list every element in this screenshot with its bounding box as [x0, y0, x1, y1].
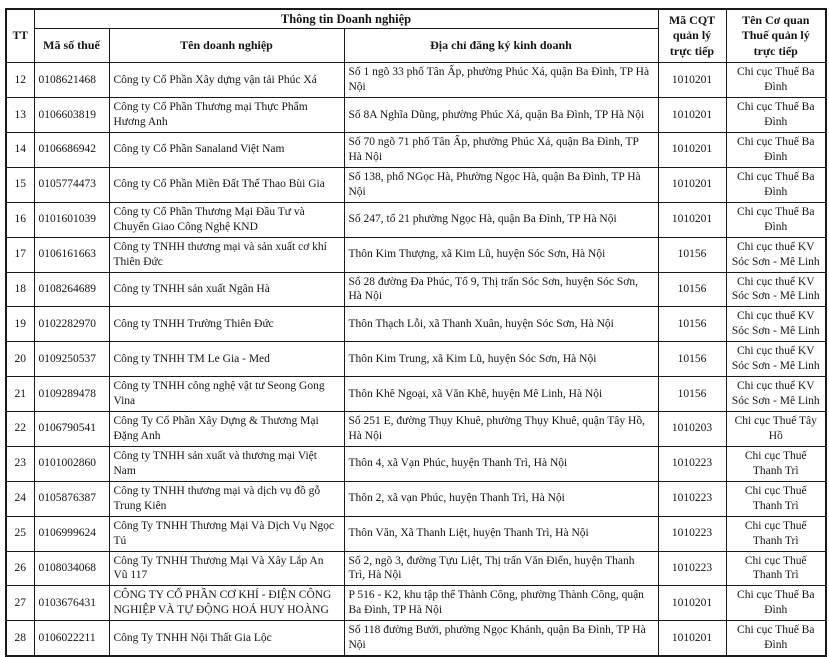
table-row	[6, 98, 826, 133]
address-cell: Thôn Kim Trung, xã Kim Lũ, huyện Sóc Sơn, Hà Nội	[344, 342, 658, 377]
table-row	[6, 237, 826, 272]
tax-office-name-cell: Chi cục thuế KV Sóc Sơn - Mê Linh	[726, 342, 826, 377]
tax-code-cell: 0106603819	[34, 98, 109, 133]
tax-code-cell: 0106999624	[34, 516, 109, 551]
tax-office-code-cell: 1010201	[658, 98, 726, 133]
tax-office-name-cell: Chi cục Thuế Ba Đình	[726, 167, 826, 202]
tax-code-cell: 0103676431	[34, 586, 109, 621]
address-cell: Thôn 4, xã Vạn Phúc, huyện Thanh Trì, Hà Nội	[344, 446, 658, 481]
header-tax-office-name: Tên Cơ quan Thuế quản lý trực tiếp	[726, 9, 826, 63]
address-cell: Số 70 ngõ 71 phố Tân Ấp, phường Phúc Xá, quận Ba Đình, TP Hà Nội	[344, 133, 658, 168]
tax-code-cell: 0106686942	[34, 133, 109, 168]
tax-office-code-cell: 10156	[658, 307, 726, 342]
tax-office-name-cell: Chi cục Thuế Thanh Trì	[726, 481, 826, 516]
address-cell: Số 251 E, đường Thụy Khuê, phường Thụy Khuê, quận Tây Hồ, Hà Nội	[344, 412, 658, 447]
tax-office-code-cell: 1010201	[658, 621, 726, 656]
row-number: 19	[6, 307, 34, 342]
company-name-cell: Công ty TNHH thương mại và sản xuất cơ khí Thiên Đức	[109, 237, 344, 272]
row-number: 20	[6, 342, 34, 377]
tax-office-name-cell: Chi cục Thuế Tây Hồ	[726, 412, 826, 447]
address-cell: Số 247, tổ 21 phường Ngọc Hà, quận Ba Đình, TP Hà Nội	[344, 202, 658, 237]
tax-code-cell: 0109250537	[34, 342, 109, 377]
tax-office-code-cell: 1010201	[658, 586, 726, 621]
address-cell: Thôn Khê Ngoại, xã Văn Khê, huyện Mê Linh, Hà Nội	[344, 377, 658, 412]
tax-code-cell: 0101002860	[34, 446, 109, 481]
address-cell: Thôn Kim Thượng, xã Kim Lũ, huyện Sóc Sơn, Hà Nội	[344, 237, 658, 272]
row-number: 24	[6, 481, 34, 516]
tax-code-cell: 0108264689	[34, 272, 109, 307]
table-row	[6, 377, 826, 412]
row-number: 15	[6, 167, 34, 202]
table-header	[6, 9, 826, 63]
row-number: 28	[6, 621, 34, 656]
tax-office-name-cell: Chi cục thuế KV Sóc Sơn - Mê Linh	[726, 272, 826, 307]
table-row	[6, 551, 826, 586]
tax-code-cell: 0106161663	[34, 237, 109, 272]
row-number: 26	[6, 551, 34, 586]
row-number: 12	[6, 63, 34, 98]
header-address: Địa chỉ đăng ký kinh doanh	[344, 29, 658, 63]
header-company-name: Tên doanh nghiệp	[109, 29, 344, 63]
tax-code-cell: 0102282970	[34, 307, 109, 342]
address-cell: Số 138, phố NGọc Hà, Phường Ngọc Hà, quận Ba Đình, TP Hà Nội	[344, 167, 658, 202]
address-cell: Số 118 đường Bưởi, phường Ngọc Khánh, quận Ba Đình, TP Hà Nội	[344, 621, 658, 656]
address-cell: Thôn Thạch Lỗi, xã Thanh Xuân, huyện Sóc Sơn, Hà Nội	[344, 307, 658, 342]
row-number: 23	[6, 446, 34, 481]
tax-office-code-cell: 1010223	[658, 551, 726, 586]
tax-office-name-cell: Chi cục thuế KV Sóc Sơn - Mê Linh	[726, 307, 826, 342]
tax-code-cell: 0106790541	[34, 412, 109, 447]
tax-code-cell: 0106022211	[34, 621, 109, 656]
table-row	[6, 516, 826, 551]
company-name-cell: Công ty Cổ Phần Thương mại Thực Phẩm Hương Anh	[109, 98, 344, 133]
tax-office-code-cell: 1010223	[658, 446, 726, 481]
company-name-cell: Công ty TNHH công nghệ vật tư Seong Gong Vina	[109, 377, 344, 412]
company-name-cell: Công ty Cổ Phần Xây dựng vận tải Phúc Xá	[109, 63, 344, 98]
table-row	[6, 167, 826, 202]
tax-office-name-cell: Chi cục Thuế Ba Đình	[726, 621, 826, 656]
header-tt: TT	[6, 9, 34, 63]
company-name-cell: Công ty TNHH Trường Thiên Đức	[109, 307, 344, 342]
tax-office-code-cell: 10156	[658, 272, 726, 307]
tax-office-name-cell: Chi cục Thuế Ba Đình	[726, 63, 826, 98]
company-name-cell: Công ty TNHH sản xuất và thương mại Việt Nam	[109, 446, 344, 481]
tax-office-name-cell: Chi cục thuế KV Sóc Sơn - Mê Linh	[726, 237, 826, 272]
tax-office-name-cell: Chi cục Thuế Ba Đình	[726, 98, 826, 133]
tax-office-name-cell: Chi cục thuế KV Sóc Sơn - Mê Linh	[726, 377, 826, 412]
table-row	[6, 446, 826, 481]
company-name-cell: Công ty TNHH thương mại và dịch vụ đồ gỗ Trung Kiên	[109, 481, 344, 516]
header-tax-office-code: Mã CQT quản lý trực tiếp	[658, 9, 726, 63]
tax-office-code-cell: 1010203	[658, 412, 726, 447]
tax-code-cell: 0108034068	[34, 551, 109, 586]
row-number: 25	[6, 516, 34, 551]
company-name-cell: Công Ty TNHH Thương Mại Và Dịch Vụ Ngọc Tú	[109, 516, 344, 551]
company-name-cell: Công ty TNHH TM Le Gia - Med	[109, 342, 344, 377]
tax-office-code-cell: 1010201	[658, 167, 726, 202]
table-row	[6, 481, 826, 516]
address-cell: Số 8A Nghĩa Dũng, phường Phúc Xá, quận Ba Đình, TP Hà Nội	[344, 98, 658, 133]
company-name-cell: Công ty TNHH sản xuất Ngân Hà	[109, 272, 344, 307]
company-name-cell: Công Ty Cổ Phần Xây Dựng & Thương Mại Đặng Anh	[109, 412, 344, 447]
row-number: 14	[6, 133, 34, 168]
row-number: 21	[6, 377, 34, 412]
row-number: 22	[6, 412, 34, 447]
header-tax-code: Mã số thuế	[34, 29, 109, 63]
table-row	[6, 621, 826, 656]
tax-code-cell: 0105876387	[34, 481, 109, 516]
company-name-cell: Công Ty TNHH Thương Mại Và Xây Lắp An Vũ 117	[109, 551, 344, 586]
table-row	[6, 272, 826, 307]
header-group-business-info: Thông tin Doanh nghiệp	[34, 9, 658, 29]
tax-office-name-cell: Chi cục Thuế Ba Đình	[726, 133, 826, 168]
row-number: 18	[6, 272, 34, 307]
company-name-cell: Công ty Cổ Phần Miền Đất Thể Thao Bùi Gia	[109, 167, 344, 202]
tax-code-cell: 0101601039	[34, 202, 109, 237]
company-name-cell: Công ty Cổ Phần Sanaland Việt Nam	[109, 133, 344, 168]
tax-office-code-cell: 1010201	[658, 202, 726, 237]
company-name-cell: Công ty Cổ Phần Thương Mại Đầu Tư và Chuyển Giao Công Nghệ KND	[109, 202, 344, 237]
tax-office-code-cell: 10156	[658, 237, 726, 272]
row-number: 27	[6, 586, 34, 621]
tax-office-code-cell: 1010201	[658, 133, 726, 168]
tax-code-cell: 0105774473	[34, 167, 109, 202]
tax-code-cell: 0108621468	[34, 63, 109, 98]
tax-office-name-cell: Chi cục Thuế Thanh Trì	[726, 516, 826, 551]
row-number: 13	[6, 98, 34, 133]
address-cell: Số 1 ngõ 33 phố Tân Ấp, phường Phúc Xá, quận Ba Đình, TP Hà Nội	[344, 63, 658, 98]
tax-office-code-cell: 1010223	[658, 516, 726, 551]
row-number: 17	[6, 237, 34, 272]
address-cell: P 516 - K2, khu tập thể Thành Công, phường Thành Công, quận Ba Đình, TP Hà Nội	[344, 586, 658, 621]
address-cell: Thôn Văn, Xã Thanh Liệt, huyện Thanh Trì, Hà Nội	[344, 516, 658, 551]
table-row	[6, 202, 826, 237]
address-cell: Số 28 đường Đa Phúc, Tổ 9, Thị trấn Sóc Sơn, huyện Sóc Sơn, Hà Nội	[344, 272, 658, 307]
tax-office-code-cell: 10156	[658, 377, 726, 412]
tax-code-cell: 0109289478	[34, 377, 109, 412]
table-row	[6, 133, 826, 168]
row-number: 16	[6, 202, 34, 237]
table-row	[6, 307, 826, 342]
tax-office-name-cell: Chi cục Thuế Thanh Trì	[726, 446, 826, 481]
address-cell: Thôn 2, xã vạn Phúc, huyện Thanh Trì, Hà Nội	[344, 481, 658, 516]
tax-office-code-cell: 10156	[658, 342, 726, 377]
tax-office-code-cell: 1010223	[658, 481, 726, 516]
table-row	[6, 342, 826, 377]
table-row	[6, 63, 826, 98]
address-cell: Số 2, ngõ 3, đường Tựu Liệt, Thị trấn Văn Điển, huyện Thanh Trì, Hà Nội	[344, 551, 658, 586]
tax-office-name-cell: Chi cục Thuế Ba Đình	[726, 202, 826, 237]
company-name-cell: CÔNG TY CỔ PHẦN CƠ KHÍ - ĐIỆN CÔNG NGHIỆP VÀ TỰ ĐỘNG HOÁ HUY HOÀNG	[109, 586, 344, 621]
table-row	[6, 586, 826, 621]
table-body	[6, 63, 826, 656]
business-table	[5, 8, 827, 657]
tax-office-name-cell: Chi cục Thuế Ba Đình	[726, 586, 826, 621]
company-name-cell: Công Ty TNHH Nội Thất Gia Lộc	[109, 621, 344, 656]
tax-office-name-cell: Chi cục Thuế Thanh Trì	[726, 551, 826, 586]
table-row	[6, 412, 826, 447]
tax-office-code-cell: 1010201	[658, 63, 726, 98]
